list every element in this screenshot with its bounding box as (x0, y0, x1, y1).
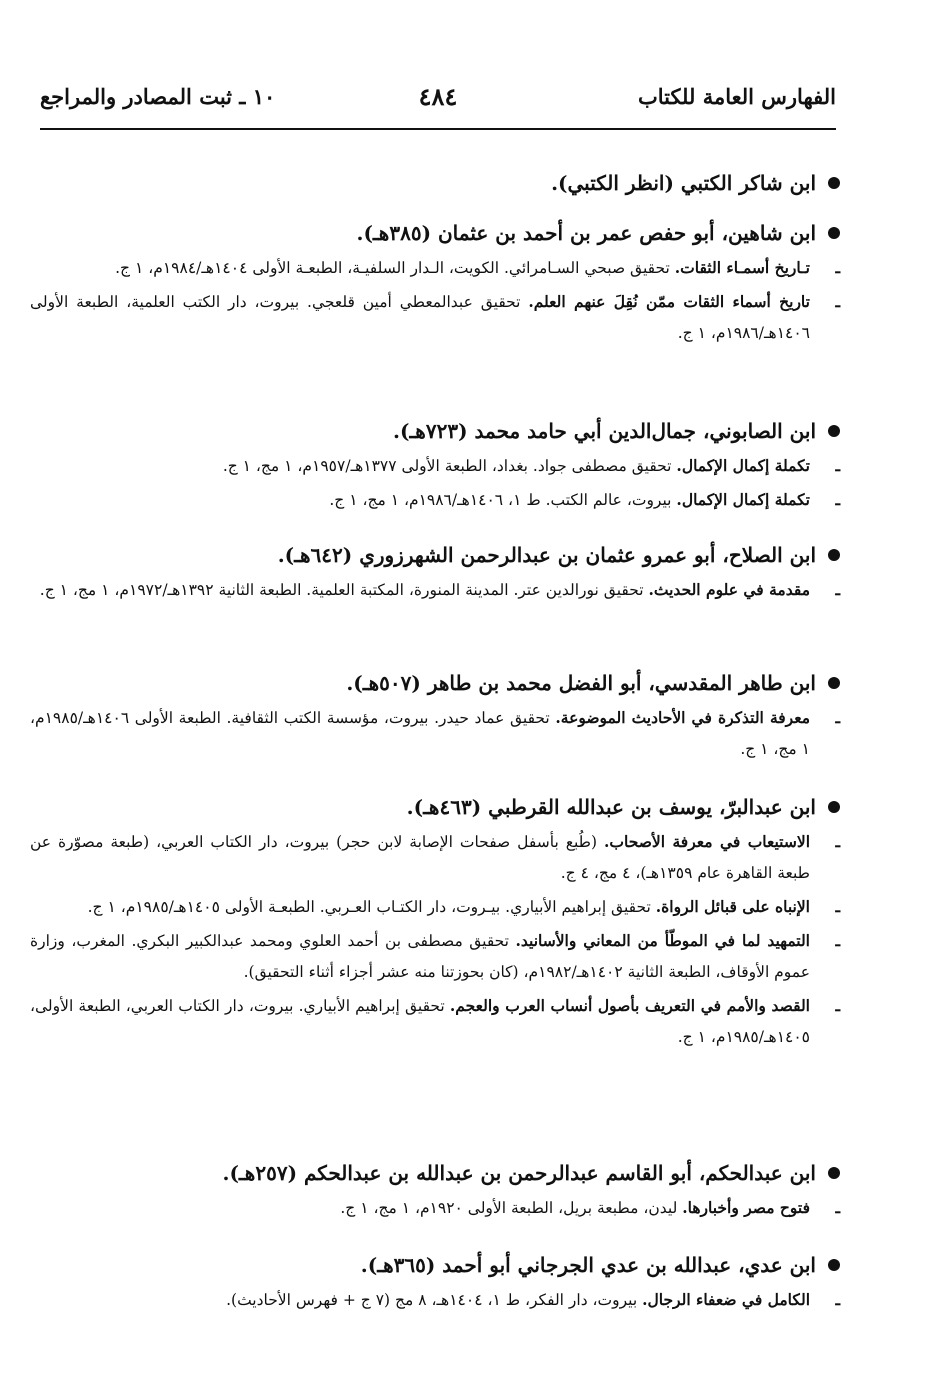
work-details: بيروت، دار الفكر، ط ١، ١٤٠٤هـ، ٨ مج (٧ ج + فهرس الأحاديث). (226, 1291, 638, 1309)
author-entry (30, 790, 840, 1053)
bullet-icon (828, 227, 840, 239)
dash-marker: ـ (835, 832, 840, 851)
dash-marker: ـ (835, 996, 840, 1015)
dash-marker: ـ (835, 1290, 840, 1309)
dash-marker: ـ (835, 456, 840, 475)
author-entry (30, 666, 840, 765)
bullet-icon (828, 549, 840, 561)
dash-marker: ـ (835, 490, 840, 509)
author-heading: ابن الصابوني، جمال‌الدين أبي حامد محمد (٧٢٣هـ). (30, 414, 840, 448)
work-details: بيروت، عالم الكتب. ط ١، ١٤٠٦هـ/١٩٨٦م، ١ مج، ١ ج. (329, 491, 672, 509)
work-item (30, 252, 840, 284)
work-title: تاريخ أسماء الثقات ممّن نُقِلَ عنهم العلم. (528, 292, 810, 311)
dash-marker: ـ (835, 258, 840, 277)
work-item (30, 702, 840, 765)
work-title: تكملة إكمال الإكمال. (676, 456, 810, 475)
dash-marker: ـ (835, 1198, 840, 1217)
work-item (30, 1192, 840, 1224)
work-details: تحقيق صبحي السـامرائي. الكويت، الـدار السلفيـة، الطبعـة الأولى ١٤٠٤هـ/١٩٨٤م، ١ ج. (115, 259, 670, 277)
dash-marker: ـ (835, 708, 840, 727)
work-details: تحقيق مصطفى بن أحمد العلوي ومحمد عبدالكبير البكري. المغرب، وزارة عموم الأوقاف، الطبعة الثانية ١٤٠٢هـ/١٩٨٢م، (كان بحوزتنا منه عشر أجزاء أثناء التحقيق). (30, 932, 810, 981)
author-heading: ابن عبدالبرّ، يوسف بن عبدالله القرطبي (٤٦٣هـ). (30, 790, 840, 824)
dash-marker: ـ (835, 897, 840, 916)
work-item (30, 450, 840, 482)
author-heading: ابن عدي، عبدالله بن عدي الجرجاني أبو أحمد (٣٦٥هـ). (30, 1248, 840, 1282)
work-title: مقدمة في علوم الحديث. (648, 580, 810, 599)
work-title: التمهيد لما في الموطّأ من المعاني والأسانيد. (515, 931, 810, 950)
work-item (30, 891, 840, 923)
bullet-icon (828, 1259, 840, 1271)
author-heading: ابن الصلاح، أبو عمرو عثمان بن عبدالرحمن الشهرزوري (٦٤٢هـ). (30, 538, 840, 572)
work-item (30, 990, 840, 1053)
author-heading: ابن شاهين، أبو حفص عمر بن أحمد بن عثمان (٣٨٥هـ). (30, 216, 840, 250)
work-title: معرفة التذكرة في الأحاديث الموضوعة. (555, 708, 810, 727)
author-entry (30, 414, 840, 516)
work-title: الكامل في ضعفاء الرجال. (642, 1290, 810, 1309)
author-entry (30, 1248, 840, 1316)
bullet-icon (828, 677, 840, 689)
work-details: تحقيق عبدالمعطي أمين قلعجي. بيروت، دار الكتب العلمية، الطبعة الأولى ١٤٠٦هـ/١٩٨٦م، ١ ج. (30, 293, 810, 342)
work-item (30, 484, 840, 516)
bullet-icon (828, 1167, 840, 1179)
work-title: تـاريخ أسمـاء الثقات. (674, 258, 810, 277)
author-heading: ابن عبدالحكم، أبو القاسم عبدالرحمن بن عبدالله بن عبدالحكم (٢٥٧هـ). (30, 1156, 840, 1190)
bullet-icon (828, 177, 840, 189)
dash-marker: ـ (835, 931, 840, 950)
header-rule (40, 128, 836, 130)
work-details: تحقيق إبراهيم الأبياري. بيروت، دار الكتاب العربي، الطبعة الأولى، ١٤٠٥هـ/١٩٨٥م، ١ ج. (30, 997, 810, 1046)
work-details: تحقيق مصطفى جواد. بغداد، الطبعة الأولى ١٣٧٧هـ/١٩٥٧م، ١ مج، ١ ج. (222, 457, 672, 475)
page-number: ٤٨٤ (418, 82, 458, 111)
work-item (30, 574, 840, 606)
author-entry (30, 538, 840, 606)
author-entry (30, 216, 840, 349)
bullet-icon (828, 425, 840, 437)
dash-marker: ـ (835, 580, 840, 599)
work-details: تحقيق عماد حيدر. بيروت، مؤسسة الكتب الثقافية. الطبعة الأولى ١٤٠٦هـ/١٩٨٥م، ١ مج، ١ ج. (30, 709, 810, 758)
work-title: الاستيعاب في معرفة الأصحاب. (604, 832, 810, 851)
work-item (30, 1284, 840, 1316)
work-details: (طُبع بأسفل صفحات الإصابة لابن حجر) بيروت، دار الكتاب العربي، (طبعة مصوّرة عن طبعة القاهرة عام ١٣٥٩هـ)، ٤ مج، ٤ ج. (30, 833, 810, 882)
work-details: ليدن، مطبعة بريل، الطبعة الأولى ١٩٢٠م، ١ مج، ١ ج. (340, 1199, 678, 1217)
work-item (30, 826, 840, 889)
bullet-icon (828, 801, 840, 813)
page-header (40, 80, 836, 120)
author-heading: ابن شاكر الكتبي (انظر الكتبي). (30, 166, 840, 200)
author-heading: ابن طاهر المقدسي، أبو الفضل محمد بن طاهر (٥٠٧هـ). (30, 666, 840, 700)
header-chapter-title: ١٠ ـ ثبت المصادر والمراجع (40, 84, 276, 109)
dash-marker: ـ (835, 292, 840, 311)
work-details: تحقيق نورالدين عتر. المدينة المنورة، المكتبة العلمية. الطبعة الثانية ١٣٩٢هـ/١٩٧٢م، ١ مج، ١ ج. (39, 581, 644, 599)
work-title: القصد والأمم في التعريف بأصول أنساب العرب والعجم. (449, 996, 810, 1015)
work-title: الإنباه على قبائل الرواة. (655, 897, 810, 916)
work-title: فتوح مصر وأخبارها. (682, 1198, 810, 1217)
author-entry (30, 166, 840, 200)
work-details: تحقيق إبراهيم الأبياري. بيـروت، دار الكتـاب العـربي. الطبعـة الأولى ١٤٠٥هـ/١٩٨٥م، ١ ج. (87, 898, 651, 916)
work-item (30, 286, 840, 349)
author-entry (30, 1156, 840, 1224)
work-item (30, 925, 840, 988)
header-section-title: الفهارس العامة للكتاب (637, 84, 836, 109)
work-title: تكملة إكمال الإكمال. (676, 490, 810, 509)
